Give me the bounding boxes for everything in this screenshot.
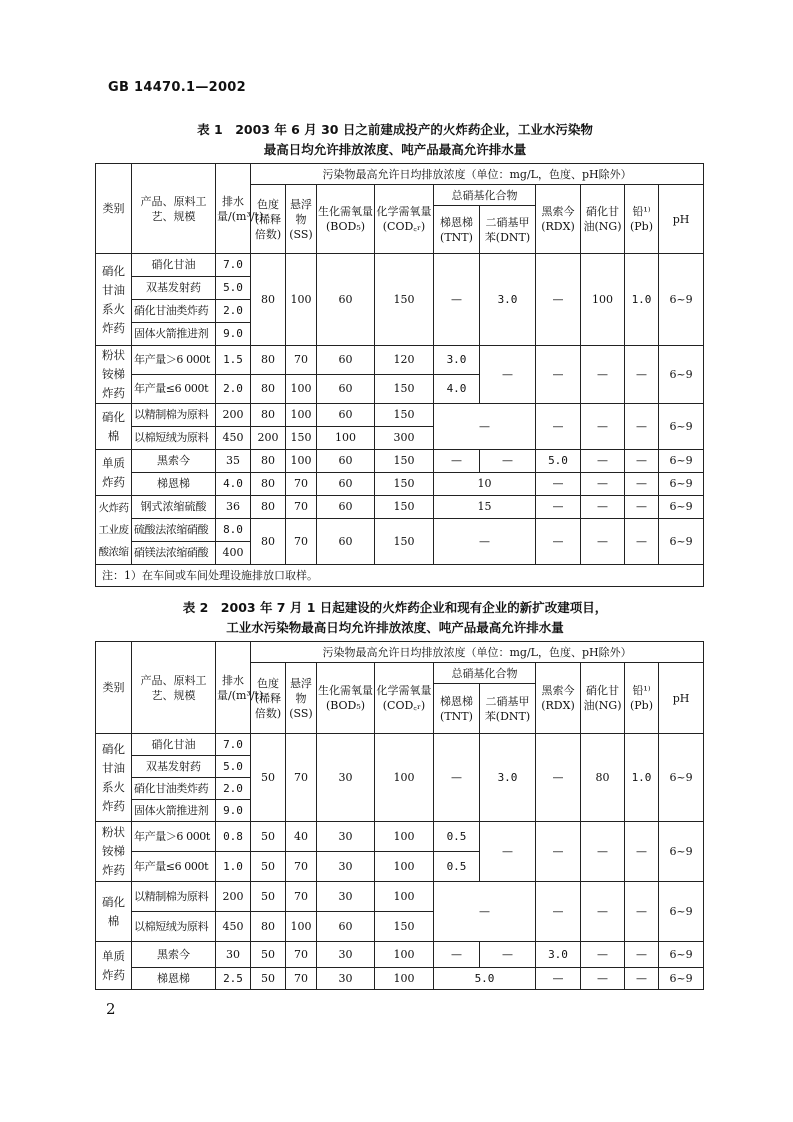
table2	[95, 641, 704, 990]
table1-note: 注：1）在车间或车间处理设施排放口取样。	[96, 565, 704, 587]
drain-cell: 450	[216, 912, 251, 942]
value-cell: 80	[251, 473, 286, 496]
header-product: 产品、原料工艺、规模	[132, 642, 216, 734]
product-cell: 以棉短绒为原料	[132, 912, 216, 942]
value-cell: 50	[251, 822, 286, 852]
value-cell: 6~9	[659, 882, 704, 942]
table1	[95, 163, 704, 587]
value-cell: 150	[375, 496, 434, 519]
value-cell: 6~9	[659, 734, 704, 822]
product-cell: 以精制棉为原料	[132, 404, 216, 427]
header-bod: 生化需氧量(BOD₅)	[317, 663, 375, 734]
value-cell: —	[581, 882, 625, 942]
table-row	[96, 450, 704, 473]
drain-cell: 200	[216, 882, 251, 912]
value-cell: 100	[375, 852, 434, 882]
header-pb: 铅¹⁾(Pb)	[625, 185, 659, 254]
value-cell: 10	[434, 473, 536, 496]
table-row	[96, 496, 704, 519]
product-cell: 钢式浓缩硫酸	[132, 496, 216, 519]
value-cell: 70	[286, 346, 317, 375]
drain-cell: 0.8	[216, 822, 251, 852]
table-note-row	[96, 565, 704, 587]
value-cell: —	[625, 822, 659, 882]
value-cell: —	[536, 346, 581, 404]
value-cell: —	[434, 734, 480, 822]
value-cell: 4.0	[434, 375, 480, 404]
value-cell: —	[581, 496, 625, 519]
header-nitro-group: 总硝基化合物	[434, 663, 536, 684]
value-cell: 3.0	[480, 254, 536, 346]
value-cell: 6~9	[659, 496, 704, 519]
value-cell: 6~9	[659, 404, 704, 450]
value-cell: 150	[375, 450, 434, 473]
value-cell: 3.0	[480, 734, 536, 822]
value-cell: 50	[251, 882, 286, 912]
header-ss: 悬浮物(SS)	[286, 185, 317, 254]
value-cell: 300	[375, 427, 434, 450]
table-row	[96, 734, 704, 756]
header-ss: 悬浮物(SS)	[286, 663, 317, 734]
table-row	[96, 254, 704, 277]
value-cell: —	[625, 450, 659, 473]
drain-cell: 1.5	[216, 346, 251, 375]
value-cell: —	[625, 473, 659, 496]
header-drain: 排水量/(m³/t)	[216, 642, 251, 734]
value-cell: 0.5	[434, 822, 480, 852]
drain-cell: 5.0	[216, 277, 251, 300]
value-cell: 80	[251, 912, 286, 942]
table1-caption-line1: 表 1 2003 年 6 月 30 日之前建成投产的火炸药企业，工业水污染物	[197, 122, 593, 137]
product-cell: 硝化甘油类炸药	[132, 778, 216, 800]
value-cell: 70	[286, 852, 317, 882]
header-pb: 铅¹⁾(Pb)	[625, 663, 659, 734]
value-cell: 60	[317, 473, 375, 496]
drain-cell: 9.0	[216, 800, 251, 822]
drain-cell: 7.0	[216, 734, 251, 756]
value-cell: 100	[375, 882, 434, 912]
value-cell: —	[536, 254, 581, 346]
header-tnt: 梯恩梯(TNT)	[434, 206, 480, 254]
value-cell: —	[581, 968, 625, 990]
value-cell: 40	[286, 822, 317, 852]
header-chroma: 色度(稀释倍数)	[251, 185, 286, 254]
value-cell: 60	[317, 254, 375, 346]
value-cell: —	[434, 450, 480, 473]
value-cell: 120	[375, 346, 434, 375]
value-cell: —	[581, 473, 625, 496]
value-cell: —	[536, 822, 581, 882]
drain-cell: 2.0	[216, 375, 251, 404]
value-cell: 100	[375, 822, 434, 852]
value-cell: —	[434, 254, 480, 346]
value-cell: —	[581, 519, 625, 565]
value-cell: 60	[317, 404, 375, 427]
value-cell: 6~9	[659, 254, 704, 346]
table-row	[96, 519, 704, 542]
category-cell: 硝化棉	[96, 882, 132, 942]
value-cell: —	[434, 519, 536, 565]
value-cell: 80	[251, 254, 286, 346]
value-cell: —	[581, 450, 625, 473]
drain-cell: 1.0	[216, 852, 251, 882]
product-cell: 固体火箭推进剂	[132, 323, 216, 346]
product-cell: 梯恩梯	[132, 473, 216, 496]
drain-cell: 200	[216, 404, 251, 427]
category-cell: 粉状铵梯炸药	[96, 346, 132, 404]
value-cell: 60	[317, 375, 375, 404]
product-cell: 年产量≤6 000t	[132, 852, 216, 882]
value-cell: 60	[317, 450, 375, 473]
table1-caption-line2: 最高日均允许排放浓度、吨产品最高允许排水量	[263, 142, 527, 157]
value-cell: 80	[251, 375, 286, 404]
value-cell: —	[480, 346, 536, 404]
value-cell: 0.5	[434, 852, 480, 882]
value-cell: —	[581, 942, 625, 968]
header-category: 类别	[96, 164, 132, 254]
value-cell: 70	[286, 968, 317, 990]
value-cell: —	[434, 942, 480, 968]
drain-cell: 5.0	[216, 756, 251, 778]
table2-caption-line1: 表 2 2003 年 7 月 1 日起建设的火炸药企业和现有企业的新扩改建项目，	[182, 600, 608, 615]
value-cell: 60	[317, 519, 375, 565]
value-cell: 6~9	[659, 473, 704, 496]
product-cell: 硝化甘油	[132, 254, 216, 277]
value-cell: —	[536, 519, 581, 565]
table-row	[96, 404, 704, 427]
value-cell: 50	[251, 734, 286, 822]
product-cell: 硝镁法浓缩硝酸	[132, 542, 216, 565]
drain-cell: 4.0	[216, 473, 251, 496]
value-cell: 80	[251, 496, 286, 519]
value-cell: 30	[317, 942, 375, 968]
header-product: 产品、原料工艺、规模	[132, 164, 216, 254]
category-cell: 火炸药工业废酸浓缩	[96, 496, 132, 565]
table-row	[96, 942, 704, 968]
value-cell: 60	[317, 912, 375, 942]
value-cell: 100	[286, 450, 317, 473]
drain-cell: 2.0	[216, 300, 251, 323]
value-cell: —	[625, 942, 659, 968]
value-cell: 80	[251, 519, 286, 565]
drain-cell: 35	[216, 450, 251, 473]
table-row	[96, 822, 704, 852]
document-code: GB 14470.1—2002	[108, 80, 246, 95]
header-ph: pH	[659, 663, 704, 734]
value-cell: —	[536, 968, 581, 990]
table-row	[96, 346, 704, 375]
drain-cell: 2.5	[216, 968, 251, 990]
value-cell: 100	[375, 968, 434, 990]
value-cell: 100	[375, 734, 434, 822]
category-cell: 粉状铵梯炸药	[96, 822, 132, 882]
category-cell: 单质炸药	[96, 942, 132, 990]
table2-caption	[95, 598, 695, 638]
product-cell: 双基发射药	[132, 277, 216, 300]
table-row	[96, 882, 704, 912]
value-cell: —	[625, 404, 659, 450]
header-category: 类别	[96, 642, 132, 734]
header-pollutant-group: 污染物最高允许日均排放浓度（单位：mg/L，色度、pH除外）	[251, 642, 704, 663]
table2-caption-line2: 工业水污染物最高日均允许排放浓度、吨产品最高允许排水量	[226, 620, 564, 635]
value-cell: 3.0	[434, 346, 480, 375]
value-cell: 15	[434, 496, 536, 519]
value-cell: 70	[286, 942, 317, 968]
product-cell: 年产量≤6 000t	[132, 375, 216, 404]
category-cell: 单质炸药	[96, 450, 132, 496]
page-number: 2	[106, 1000, 116, 1018]
drain-cell: 2.0	[216, 778, 251, 800]
value-cell: 100	[286, 404, 317, 427]
header-dnt: 二硝基甲苯(DNT)	[480, 206, 536, 254]
table1-caption	[95, 120, 695, 160]
product-cell: 固体火箭推进剂	[132, 800, 216, 822]
product-cell: 梯恩梯	[132, 968, 216, 990]
product-cell: 年产量＞6 000t	[132, 346, 216, 375]
value-cell: —	[536, 404, 581, 450]
value-cell: 100	[286, 912, 317, 942]
value-cell: 30	[317, 968, 375, 990]
value-cell: 30	[317, 852, 375, 882]
value-cell: 80	[581, 734, 625, 822]
value-cell: 150	[286, 427, 317, 450]
value-cell: 150	[375, 254, 434, 346]
product-cell: 以精制棉为原料	[132, 882, 216, 912]
header-ph: pH	[659, 185, 704, 254]
value-cell: 80	[251, 346, 286, 375]
value-cell: —	[625, 346, 659, 404]
product-cell: 硝化甘油	[132, 734, 216, 756]
value-cell: —	[536, 496, 581, 519]
value-cell: 50	[251, 968, 286, 990]
value-cell: 70	[286, 882, 317, 912]
value-cell: —	[434, 404, 536, 450]
table-row	[96, 473, 704, 496]
category-cell: 硝化甘油系火炸药	[96, 254, 132, 346]
value-cell: —	[480, 450, 536, 473]
value-cell: 60	[317, 496, 375, 519]
value-cell: 100	[286, 375, 317, 404]
value-cell: 200	[251, 427, 286, 450]
value-cell: —	[536, 882, 581, 942]
value-cell: 100	[286, 254, 317, 346]
value-cell: 1.0	[625, 254, 659, 346]
value-cell: 3.0	[536, 942, 581, 968]
header-ng: 硝化甘油(NG)	[581, 663, 625, 734]
value-cell: 80	[251, 450, 286, 473]
value-cell: —	[581, 404, 625, 450]
header-nitro-group: 总硝基化合物	[434, 185, 536, 206]
product-cell: 硫酸法浓缩硝酸	[132, 519, 216, 542]
product-cell: 以棉短绒为原料	[132, 427, 216, 450]
value-cell: 5.0	[536, 450, 581, 473]
value-cell: 6~9	[659, 942, 704, 968]
header-tnt: 梯恩梯(TNT)	[434, 684, 480, 734]
drain-cell: 9.0	[216, 323, 251, 346]
value-cell: —	[480, 942, 536, 968]
header-rdx: 黑索今(RDX)	[536, 663, 581, 734]
drain-cell: 36	[216, 496, 251, 519]
value-cell: 80	[251, 404, 286, 427]
header-pollutant-group: 污染物最高允许日均排放浓度（单位：mg/L，色度、pH除外）	[251, 164, 704, 185]
value-cell: 100	[317, 427, 375, 450]
table-row	[96, 968, 704, 990]
value-cell: 70	[286, 519, 317, 565]
header-ng: 硝化甘油(NG)	[581, 185, 625, 254]
header-bod: 生化需氧量(BOD₅)	[317, 185, 375, 254]
value-cell: 6~9	[659, 346, 704, 404]
value-cell: —	[625, 496, 659, 519]
value-cell: 50	[251, 852, 286, 882]
product-cell: 黑索今	[132, 942, 216, 968]
header-drain: 排水量/(m³/t)	[216, 164, 251, 254]
value-cell: —	[536, 734, 581, 822]
product-cell: 硝化甘油类炸药	[132, 300, 216, 323]
product-cell: 黑索今	[132, 450, 216, 473]
value-cell: —	[625, 519, 659, 565]
value-cell: 100	[375, 942, 434, 968]
value-cell: 100	[581, 254, 625, 346]
value-cell: 6~9	[659, 450, 704, 473]
product-cell: 双基发射药	[132, 756, 216, 778]
drain-cell: 450	[216, 427, 251, 450]
header-chroma: 色度(稀释倍数)	[251, 663, 286, 734]
value-cell: —	[581, 822, 625, 882]
value-cell: —	[581, 346, 625, 404]
category-cell: 硝化甘油系火炸药	[96, 734, 132, 822]
value-cell: 150	[375, 519, 434, 565]
drain-cell: 7.0	[216, 254, 251, 277]
drain-cell: 400	[216, 542, 251, 565]
value-cell: 150	[375, 473, 434, 496]
header-cod: 化学需氧量(COD꜀ᵣ)	[375, 663, 434, 734]
value-cell: 150	[375, 404, 434, 427]
value-cell: 1.0	[625, 734, 659, 822]
value-cell: —	[536, 473, 581, 496]
category-cell: 硝化棉	[96, 404, 132, 450]
drain-cell: 30	[216, 942, 251, 968]
value-cell: 30	[317, 734, 375, 822]
value-cell: 6~9	[659, 968, 704, 990]
drain-cell: 8.0	[216, 519, 251, 542]
value-cell: 6~9	[659, 519, 704, 565]
value-cell: 150	[375, 912, 434, 942]
header-cod: 化学需氧量(COD꜀ᵣ)	[375, 185, 434, 254]
value-cell: 150	[375, 375, 434, 404]
value-cell: 30	[317, 882, 375, 912]
header-rdx: 黑索今(RDX)	[536, 185, 581, 254]
value-cell: 60	[317, 346, 375, 375]
value-cell: 70	[286, 473, 317, 496]
product-cell: 年产量＞6 000t	[132, 822, 216, 852]
value-cell: —	[625, 882, 659, 942]
value-cell: 30	[317, 822, 375, 852]
value-cell: —	[434, 882, 536, 942]
value-cell: —	[625, 968, 659, 990]
value-cell: 6~9	[659, 822, 704, 882]
value-cell: 50	[251, 942, 286, 968]
value-cell: 70	[286, 734, 317, 822]
value-cell: —	[480, 822, 536, 882]
value-cell: 5.0	[434, 968, 536, 990]
header-dnt: 二硝基甲苯(DNT)	[480, 684, 536, 734]
value-cell: 70	[286, 496, 317, 519]
